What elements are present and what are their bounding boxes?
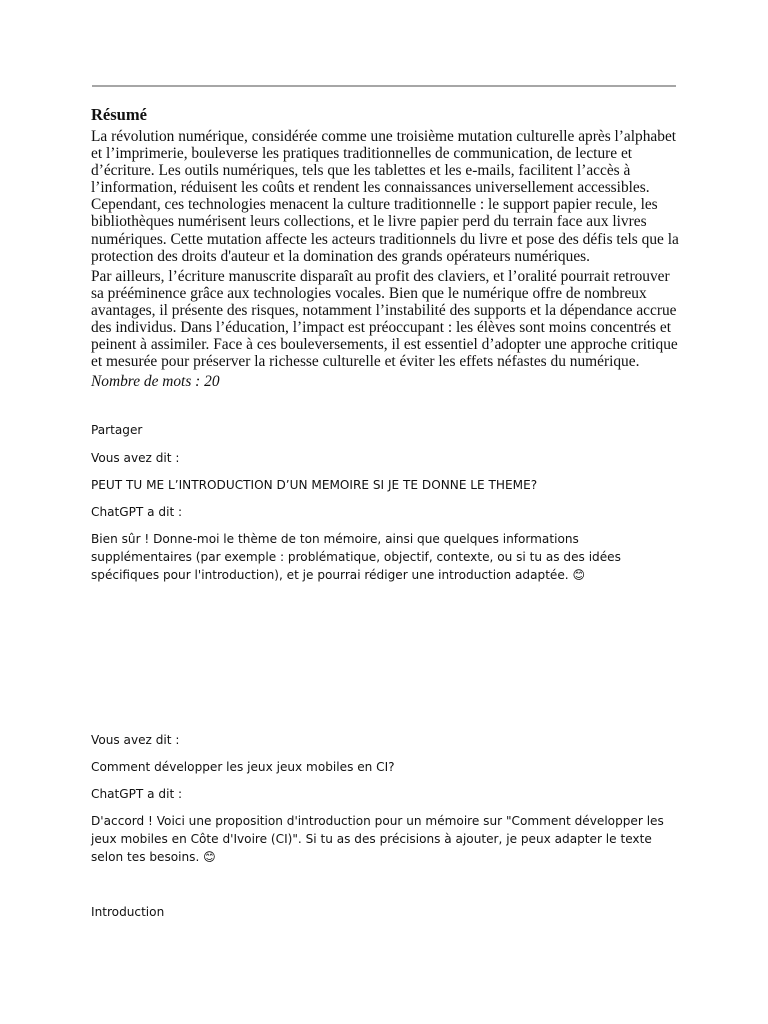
introduction-heading: Introduction bbox=[91, 905, 165, 919]
user-label-1: Vous avez dit : bbox=[91, 451, 180, 465]
summary-title: Résumé bbox=[91, 105, 147, 124]
horizontal-divider bbox=[92, 85, 676, 87]
summary-section bbox=[91, 105, 681, 393]
assistant-label-2: ChatGPT a dit : bbox=[91, 787, 183, 801]
user-label-2: Vous avez dit : bbox=[91, 733, 180, 747]
assistant-message-2: D'accord ! Voici une proposition d'introduction pour un mémoire sur "Comment développer les jeux mobiles en Côte d'Ivoire (CI)". Si tu as des précisions à ajouter, je peux adapter le texte selon tes besoins. 😊 bbox=[91, 814, 664, 864]
summary-paragraph-1: La révolution numérique, considérée comme une troisième mutation culturelle après l’alphabet et l’imprimerie, bouleverse les pratiques traditionnelles de communication, de lecture et d’écriture. Les outils numériques, tels que les tablettes et les e-mails, facilitent l’accès à l’information, réduisent les coûts et rendent les connaissances universellement accessibles. Cependant, ces technologies menacent la culture traditionnelle : le support papier recule, les bibliothèques numérisent leurs collections, et le livre papier perd du terrain face aux livres numériques. Cette mutation affecte les acteurs traditionnels du livre et pose des défis tels que la protection des droits d'auteur et la domination des grands opérateurs numériques. bbox=[91, 128, 679, 265]
summary-paragraph-2: Par ailleurs, l’écriture manuscrite disparaît au profit des claviers, et l’oralité pourrait retrouver sa prééminence grâce aux technologies vocales. Bien que le numérique offre de nombreux avantages, il présente des risques, notamment l’instabilité des supports et la dépendance accrue des individus. Dans l’éducation, l’impact est préoccupant : les élèves sont moins concentrés et peinent à assimiler. Face à ces bouleversements, il est essentiel d’adopter une approche critique et mesurée pour préserver la richesse culturelle et éviter les effets néfastes du numérique. bbox=[91, 267, 678, 371]
assistant-label-1: ChatGPT a dit : bbox=[91, 505, 183, 519]
share-label: Partager bbox=[91, 423, 143, 437]
user-message-2: Comment développer les jeux jeux mobiles en CI? bbox=[91, 760, 395, 774]
user-message-1: PEUT TU ME L’INTRODUCTION D’UN MEMOIRE SI JE TE DONNE LE THEME? bbox=[91, 478, 538, 492]
word-count: Nombre de mots : 20 bbox=[91, 373, 220, 391]
assistant-message-1: Bien sûr ! Donne-moi le thème de ton mémoire, ainsi que quelques informations supplémentaires (par exemple : problématique, objectif, contexte, ou si tu as des idées spécifiques pour l'introduction), et je pourrai rédiger une introduction adaptée. 😊 bbox=[91, 532, 621, 582]
